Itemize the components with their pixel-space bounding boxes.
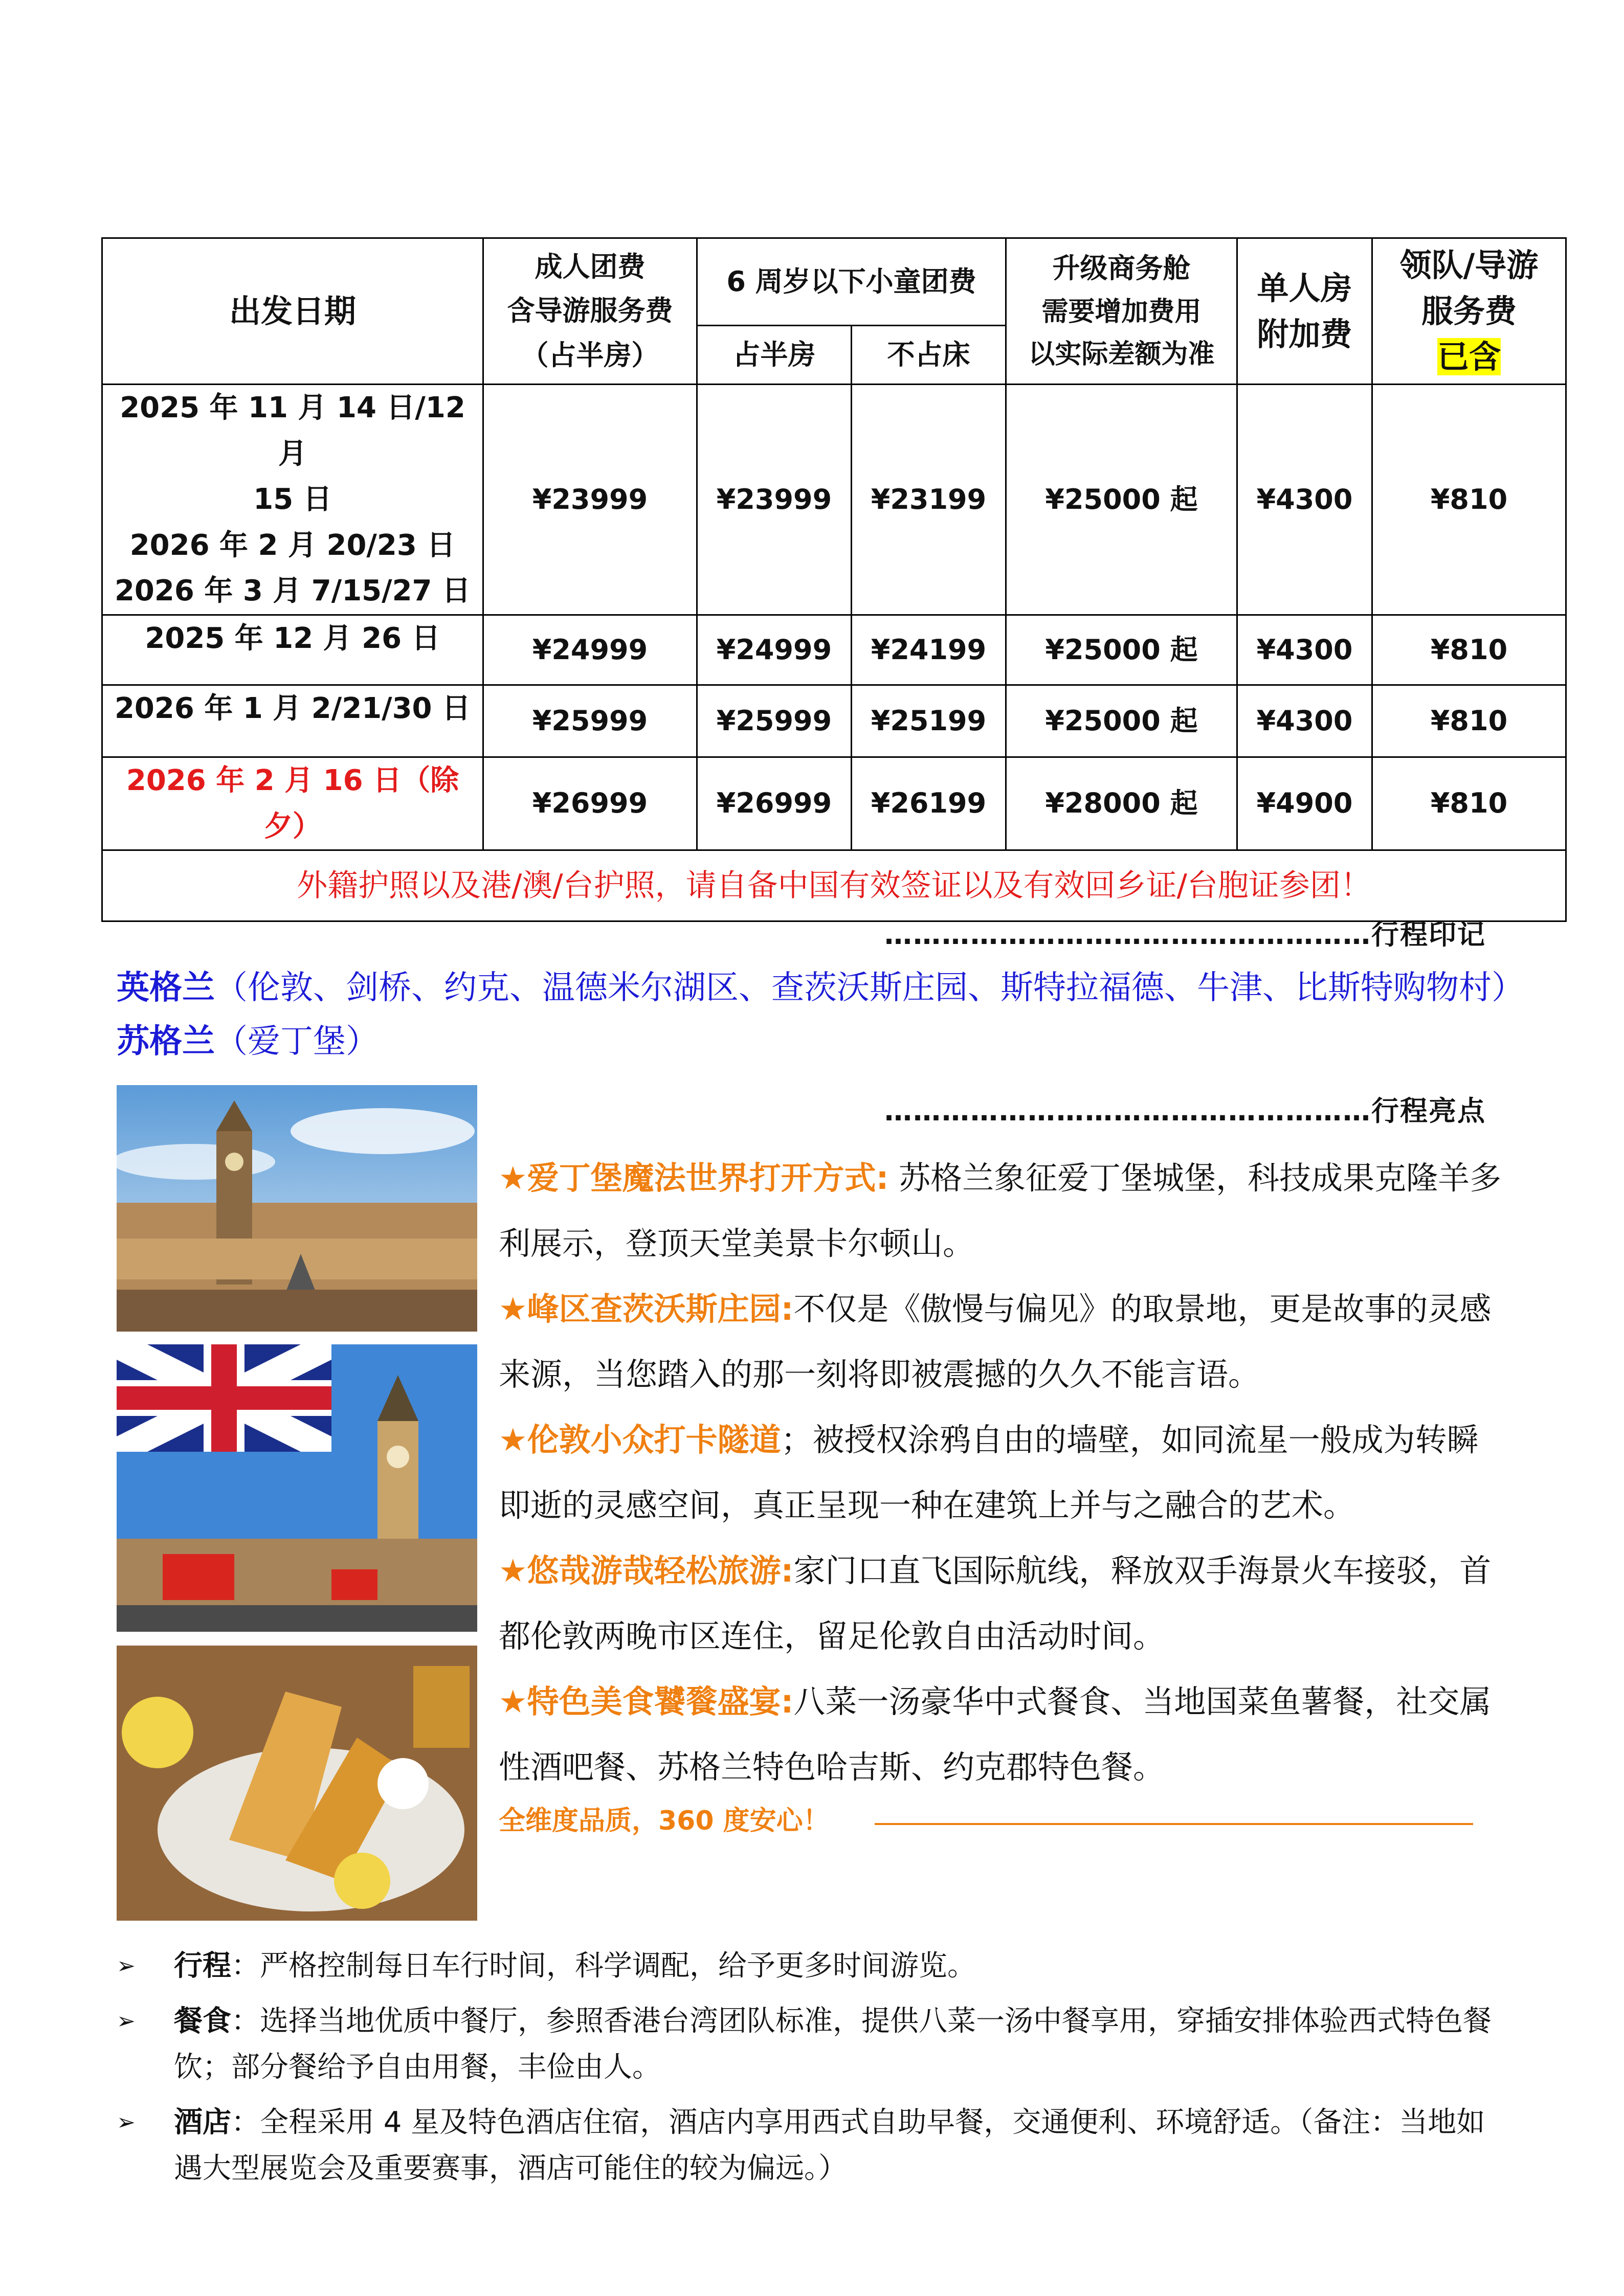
list-item: ➢ 餐食：选择当地优质中餐厅，参照香港台湾团队标准，提供八菜一汤中餐享用，穿插安排体验西式特色餐饮；部分餐给予自由用餐，丰俭由人。 bbox=[117, 1998, 1508, 2090]
cell-adult: ¥25999 bbox=[483, 685, 697, 757]
arrow-bullet-icon: ➢ bbox=[117, 2109, 136, 2135]
header-business: 升级商务舱 需要增加费用 以实际差额为准 bbox=[1006, 238, 1237, 385]
cell-child-nobed: ¥26199 bbox=[852, 757, 1006, 850]
cell-child-half: ¥23999 bbox=[697, 385, 852, 615]
highlight-item: ★特色美食饕餮盛宴:八菜一汤豪华中式餐食、当地国菜鱼薯餐，社交属性酒吧餐、苏格兰特色哈吉斯、约克郡特色餐。 bbox=[499, 1683, 1492, 1786]
header-adult: 成人团费 含导游服务费 （占半房） bbox=[483, 238, 697, 385]
table-note-row bbox=[102, 850, 1566, 921]
scotland-places: （爱丁堡） bbox=[215, 1023, 379, 1061]
list-item: ➢ 酒店：全程采用 4 星及特色酒店住宿，酒店内享用西式自助早餐，交通便利、环境舒适。（备注：当地如遇大型展览会及重要赛事，酒店可能住的较为偏远。） bbox=[117, 2100, 1508, 2192]
cell-business: ¥25000 起 bbox=[1006, 685, 1237, 757]
header-child-half: 占半房 bbox=[697, 326, 852, 385]
london-big-ben-photo bbox=[117, 1344, 477, 1632]
row-dates: 2025 年 12 月 26 日 bbox=[102, 615, 483, 685]
table-row bbox=[102, 615, 1566, 685]
cell-single: ¥4900 bbox=[1237, 757, 1372, 850]
cell-child-half: ¥24999 bbox=[697, 615, 852, 685]
feature-list bbox=[117, 1943, 1508, 2201]
highlight-item: ★爱丁堡魔法世界打开方式: 苏格兰象征爱丁堡城堡，科技成果克隆羊多利展示，登顶天堂美景卡尔顿山。 bbox=[499, 1159, 1502, 1262]
row-dates: 2026 年 1 月 2/21/30 日 bbox=[102, 685, 483, 757]
arrow-bullet-icon: ➢ bbox=[117, 2008, 136, 2034]
fish-and-chips-photo bbox=[117, 1646, 477, 1921]
cell-guide: ¥810 bbox=[1372, 757, 1566, 850]
scotland-line bbox=[117, 1015, 379, 1062]
cell-single: ¥4300 bbox=[1237, 385, 1372, 615]
cell-child-half: ¥26999 bbox=[697, 757, 852, 850]
header-date: 出发日期 bbox=[102, 238, 483, 385]
cell-child-nobed: ¥24199 bbox=[852, 615, 1006, 685]
cell-adult: ¥23999 bbox=[483, 385, 697, 615]
highlights-label: ……………………………………………行程亮点 bbox=[884, 1095, 1486, 1127]
table-row bbox=[102, 385, 1566, 615]
highlight-item: ★伦敦小众打卡隧道；被授权涂鸦自由的墙壁，如同流星一般成为转瞬即逝的灵感空间，真正呈现一种在建筑上并与之融合的艺术。 bbox=[499, 1421, 1479, 1524]
header-guide: 领队/导游 服务费 已含 bbox=[1372, 238, 1566, 385]
cell-adult: ¥24999 bbox=[483, 615, 697, 685]
header-child: 6 周岁以下小童团费 bbox=[697, 238, 1006, 326]
cell-guide: ¥810 bbox=[1372, 685, 1566, 757]
table-row bbox=[102, 757, 1566, 850]
row-dates: 2026 年 2 月 16 日（除夕） bbox=[102, 757, 483, 850]
itinerary-mark-label: ……………………………………………行程印记 bbox=[884, 918, 1486, 951]
cell-child-nobed: ¥23199 bbox=[852, 385, 1006, 615]
table-header-row bbox=[102, 238, 1566, 326]
cell-single: ¥4300 bbox=[1237, 685, 1372, 757]
header-single: 单人房 附加费 bbox=[1237, 238, 1372, 385]
cell-guide: ¥810 bbox=[1372, 385, 1566, 615]
england-line bbox=[117, 961, 1524, 1008]
visa-note: 外籍护照以及港/澳/台护照，请自备中国有效签证以及有效回乡证/台胞证参团！ bbox=[102, 850, 1566, 921]
highlight-item: ★峰区查茨沃斯庄园:不仅是《傲慢与偏见》的取景地，更是故事的灵感来源，当您踏入的那一刻将即被震撼的久久不能言语。 bbox=[499, 1290, 1492, 1393]
highlight-item: ★悠哉游哉轻松旅游:家门口直飞国际航线，释放双手海景火车接驳，首都伦敦两晚市区连住，留足伦敦自由活动时间。 bbox=[499, 1552, 1492, 1655]
quality-tagline: 全维度品质，360 度安心！ bbox=[499, 1806, 830, 1836]
cell-single: ¥4300 bbox=[1237, 615, 1372, 685]
cell-adult: ¥26999 bbox=[483, 757, 697, 850]
row-dates: 2025 年 11 月 14 日/12 月 15 日 2026 年 2 月 20/23 日 2026 年 3 月 7/15/27 日 bbox=[102, 385, 483, 615]
cell-guide: ¥810 bbox=[1372, 615, 1566, 685]
cell-business: ¥25000 起 bbox=[1006, 385, 1237, 615]
edinburgh-photo bbox=[117, 1085, 477, 1332]
orange-divider bbox=[875, 1823, 1473, 1825]
cell-child-nobed: ¥25199 bbox=[852, 685, 1006, 757]
cell-business: ¥25000 起 bbox=[1006, 615, 1237, 685]
list-item: ➢ 行程：严格控制每日车行时间，科学调配，给予更多时间游览。 bbox=[117, 1943, 1508, 1989]
included-badge: 已含 bbox=[1437, 338, 1501, 376]
cell-business: ¥28000 起 bbox=[1006, 757, 1237, 850]
price-table bbox=[101, 237, 1567, 922]
table-row bbox=[102, 685, 1566, 757]
scotland-label: 苏格兰 bbox=[117, 1023, 215, 1061]
england-places: （伦敦、剑桥、约克、温德米尔湖区、查茨沃斯庄园、斯特拉福德、牛津、比斯特购物村） bbox=[215, 969, 1524, 1007]
header-child-nobed: 不占床 bbox=[852, 326, 1006, 385]
england-label: 英格兰 bbox=[117, 969, 215, 1007]
arrow-bullet-icon: ➢ bbox=[117, 1953, 136, 1979]
cell-child-half: ¥25999 bbox=[697, 685, 852, 757]
